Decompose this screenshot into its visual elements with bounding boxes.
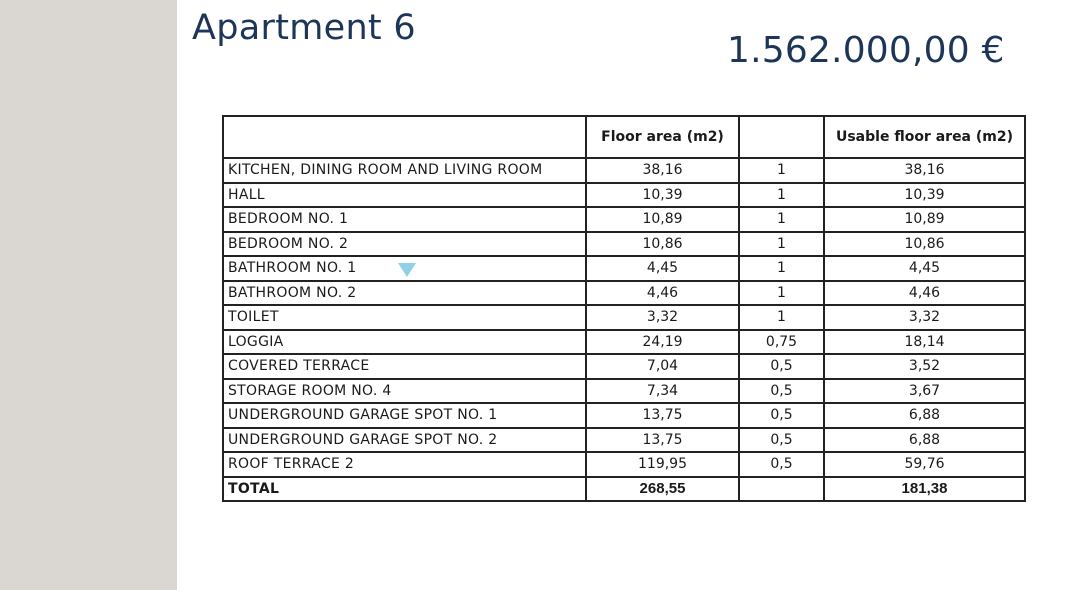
table-row xyxy=(223,281,1025,306)
side-band xyxy=(0,0,177,590)
room-cell: LOGGIA xyxy=(223,330,586,355)
coefficient-cell: 0,5 xyxy=(739,452,824,477)
floor-area-cell: 10,39 xyxy=(586,183,739,208)
usable-area-cell: 3,32 xyxy=(824,305,1025,330)
header-usable-area: Usable floor area (m2) xyxy=(824,116,1025,158)
floor-area-cell: 10,86 xyxy=(586,232,739,257)
table-row xyxy=(223,256,1025,281)
table-row xyxy=(223,305,1025,330)
room-cell: ROOF TERRACE 2 xyxy=(223,452,586,477)
table-row xyxy=(223,452,1025,477)
table-row xyxy=(223,354,1025,379)
table-row xyxy=(223,403,1025,428)
floor-area-cell: 13,75 xyxy=(586,403,739,428)
cursor-marker-icon xyxy=(398,263,416,277)
header-room xyxy=(223,116,586,158)
coefficient-cell: 1 xyxy=(739,256,824,281)
total-floor-area: 268,55 xyxy=(586,477,739,502)
usable-area-cell: 59,76 xyxy=(824,452,1025,477)
coefficient-cell: 0,5 xyxy=(739,403,824,428)
coefficient-cell: 1 xyxy=(739,232,824,257)
total-label: TOTAL xyxy=(223,477,586,502)
room-cell: COVERED TERRACE xyxy=(223,354,586,379)
floor-area-cell: 38,16 xyxy=(586,158,739,183)
coefficient-cell: 1 xyxy=(739,281,824,306)
usable-area-cell: 4,45 xyxy=(824,256,1025,281)
table-row xyxy=(223,330,1025,355)
coefficient-cell: 0,5 xyxy=(739,379,824,404)
price-label: 1.562.000,00 € xyxy=(727,30,1005,71)
room-cell: BATHROOM NO. 2 xyxy=(223,281,586,306)
total-usable-area: 181,38 xyxy=(824,477,1025,502)
usable-area-cell: 18,14 xyxy=(824,330,1025,355)
usable-area-cell: 3,52 xyxy=(824,354,1025,379)
floor-area-cell: 24,19 xyxy=(586,330,739,355)
usable-area-cell: 38,16 xyxy=(824,158,1025,183)
coefficient-cell: 1 xyxy=(739,158,824,183)
coefficient-cell: 1 xyxy=(739,207,824,232)
usable-area-cell: 10,89 xyxy=(824,207,1025,232)
table-row xyxy=(223,183,1025,208)
floor-area-cell: 7,34 xyxy=(586,379,739,404)
table-row xyxy=(223,232,1025,257)
floor-area-cell: 4,45 xyxy=(586,256,739,281)
table-row xyxy=(223,158,1025,183)
coefficient-cell: 1 xyxy=(739,305,824,330)
table-row xyxy=(223,207,1025,232)
header-floor-area: Floor area (m2) xyxy=(586,116,739,158)
usable-area-cell: 10,86 xyxy=(824,232,1025,257)
usable-area-cell: 4,46 xyxy=(824,281,1025,306)
floor-area-cell: 13,75 xyxy=(586,428,739,453)
room-cell: KITCHEN, DINING ROOM AND LIVING ROOM xyxy=(223,158,586,183)
room-cell: BATHROOM NO. 1 xyxy=(223,256,586,281)
floor-area-cell: 10,89 xyxy=(586,207,739,232)
floor-area-table xyxy=(222,115,1026,502)
room-cell: HALL xyxy=(223,183,586,208)
coefficient-cell: 0,75 xyxy=(739,330,824,355)
usable-area-cell: 3,67 xyxy=(824,379,1025,404)
room-cell: STORAGE ROOM NO. 4 xyxy=(223,379,586,404)
coefficient-cell: 0,5 xyxy=(739,428,824,453)
usable-area-cell: 6,88 xyxy=(824,403,1025,428)
floor-area-cell: 7,04 xyxy=(586,354,739,379)
floor-area-cell: 3,32 xyxy=(586,305,739,330)
table-total-row xyxy=(223,477,1025,502)
coefficient-cell: 0,5 xyxy=(739,354,824,379)
floor-area-cell: 119,95 xyxy=(586,452,739,477)
coefficient-cell: 1 xyxy=(739,183,824,208)
table-header-row xyxy=(223,116,1025,158)
floor-area-cell: 4,46 xyxy=(586,281,739,306)
usable-area-cell: 10,39 xyxy=(824,183,1025,208)
table-row xyxy=(223,379,1025,404)
total-coefficient xyxy=(739,477,824,502)
room-cell: TOILET xyxy=(223,305,586,330)
room-cell: BEDROOM NO. 2 xyxy=(223,232,586,257)
header-coefficient xyxy=(739,116,824,158)
room-cell: UNDERGROUND GARAGE SPOT NO. 1 xyxy=(223,403,586,428)
page-title: Apartment 6 xyxy=(192,8,416,48)
usable-area-cell: 6,88 xyxy=(824,428,1025,453)
room-cell: UNDERGROUND GARAGE SPOT NO. 2 xyxy=(223,428,586,453)
room-cell: BEDROOM NO. 1 xyxy=(223,207,586,232)
table-row xyxy=(223,428,1025,453)
